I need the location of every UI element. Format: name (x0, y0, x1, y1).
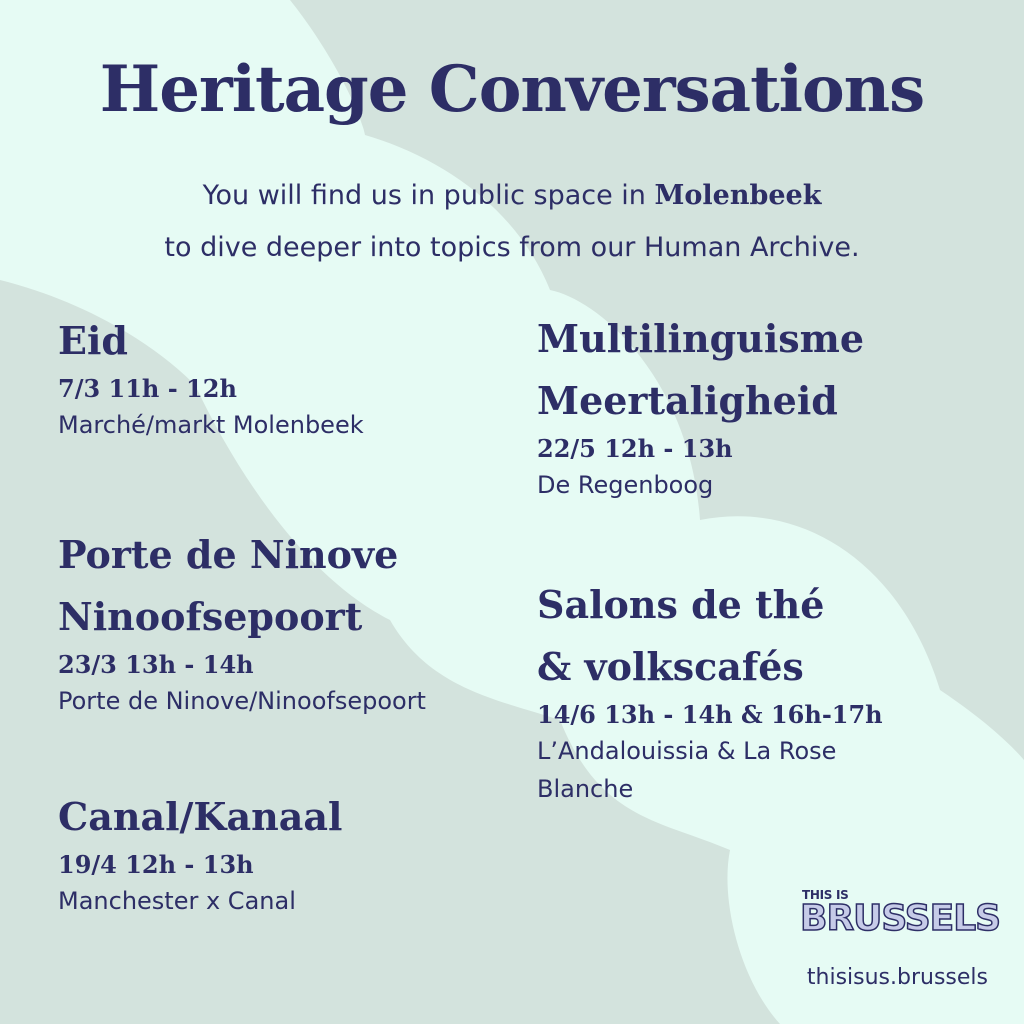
event-location: L’Andalouissia & La Rose Blanche (537, 737, 837, 803)
event-title-line-2: & volkscafés (537, 644, 804, 689)
intro-line-1 (0, 170, 1024, 222)
this-is-brussels-logo (800, 886, 1001, 952)
intro-line-1-text: You will find us in public space in (202, 180, 655, 211)
logo-small-text: THIS IS (802, 888, 849, 902)
event-location: Marché/markt Molenbeek (58, 411, 364, 439)
event-title-line-2: Meertaligheid (537, 378, 838, 423)
event-multilinguisme (537, 308, 977, 504)
event-canal (58, 786, 498, 920)
event-eid (58, 310, 498, 444)
event-location: Manchester x Canal (58, 887, 296, 915)
logo-big-text: BRUSSELS (800, 898, 1001, 939)
event-location: De Regenboog (537, 471, 714, 499)
event-time: 7/3 11h - 12h (58, 374, 237, 403)
page-title: Heritage Conversations (99, 52, 925, 127)
event-time: 23/3 13h - 14h (58, 650, 254, 679)
event-salons-de-the (537, 574, 917, 808)
event-time: 14/6 13h - 14h & 16h-17h (537, 700, 883, 729)
intro-text (0, 170, 1024, 274)
event-title: Multilinguisme (537, 316, 865, 361)
event-time: 22/5 12h - 13h (537, 434, 733, 463)
website-url: thisisus.brussels (806, 965, 988, 990)
event-title: Eid (58, 318, 128, 363)
intro-line-2: to dive deeper into topics from our Human Archive. (164, 232, 860, 263)
event-title: Porte de Ninove (58, 532, 399, 577)
event-title: Salons de thé (537, 582, 825, 627)
event-title-line-2: Ninoofsepoort (58, 594, 363, 639)
event-porte-de-ninove (58, 524, 508, 720)
event-title: Canal/Kanaal (58, 794, 343, 839)
event-location: Porte de Ninove/Ninoofsepoort (58, 687, 426, 715)
event-time: 19/4 12h - 13h (58, 850, 254, 879)
intro-location-highlight: Molenbeek (654, 180, 822, 211)
